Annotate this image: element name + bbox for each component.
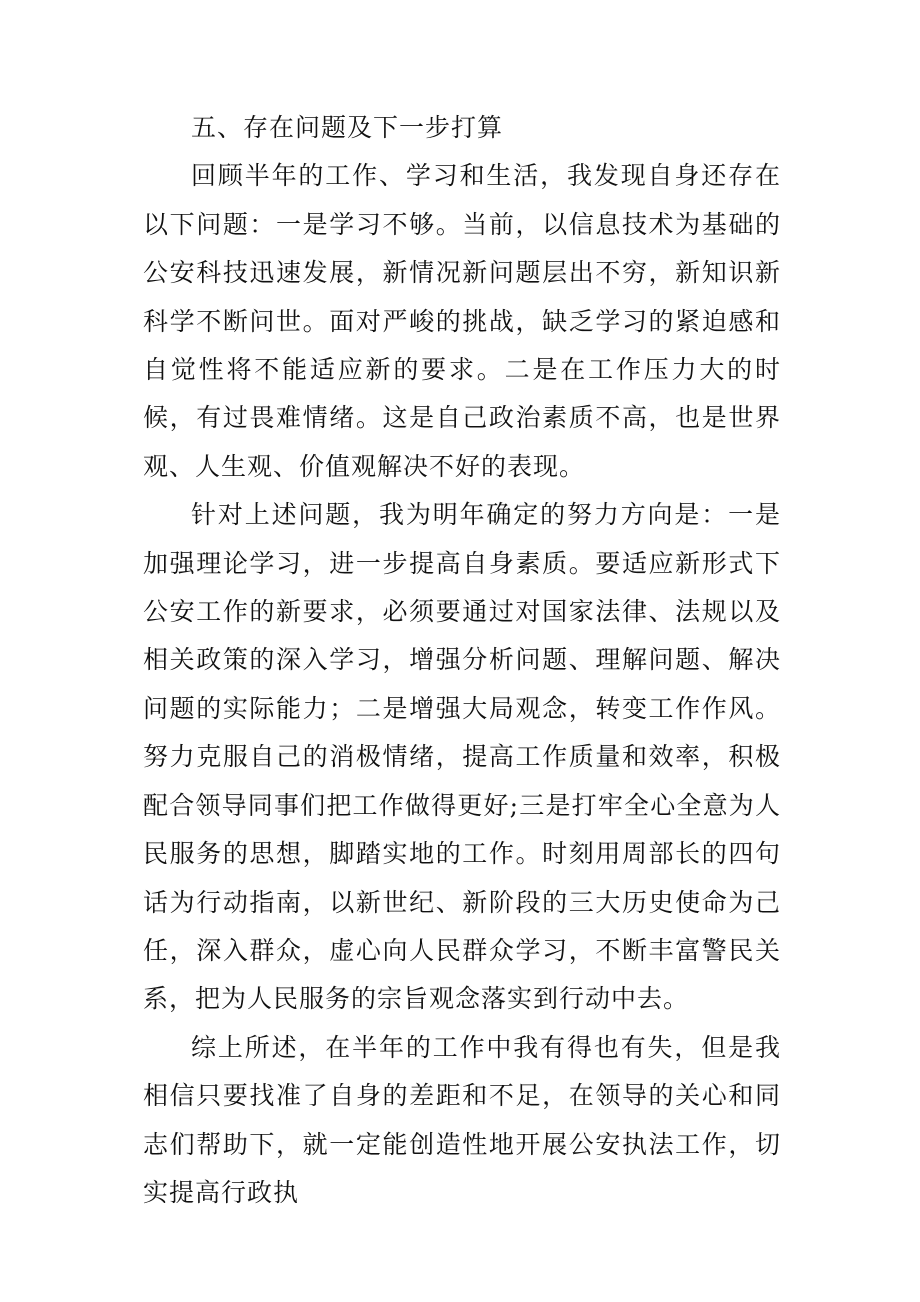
document-body [143,104,781,1217]
section-heading: 五、存在问题及下一步打算 [191,113,504,142]
paragraph-summary: 综上所述，在半年的工作中我有得也有失，但是我相信只要找准了自身的差距和不足，在领导的关心和同志们帮助下，就一定能创造性地开展公安执法工作，切实提高行政执 [143,1032,781,1207]
paragraph-problems: 回顾半年的工作、学习和生活，我发现自身还存在以下问题：一是学习不够。当前，以信息技术为基础的公安科技迅速发展，新情况新问题层出不穷，新知识新科学不断问世。面对严峻的挑战，缺乏学习的紧迫感和自觉性将不能适应新的要求。二是在工作压力大的时候，有过畏难情绪。这是自己政治素质不高，也是世界观、人生观、价值观解决不好的表现。 [143,161,781,481]
paragraph-plans: 针对上述问题，我为明年确定的努力方向是：一是加强理论学习，进一步提高自身素质。要适应新形式下公安工作的新要求，必须要通过对国家法律、法规以及相关政策的深入学习，增强分析问题、理解问题、解决问题的实际能力；二是增强大局观念，转变工作作风。努力克服自己的消极情绪，提高工作质量和效率，积极配合领导同事们把工作做得更好;三是打牢全心全意为人民服务的思想，脚踏实地的工作。时刻用周部长的四句话为行动指南，以新世纪、新阶段的三大历史使命为己任，深入群众，虚心向人民群众学习，不断丰富警民关系，把为人民服务的宗旨观念落实到行动中去。 [143,500,781,1014]
